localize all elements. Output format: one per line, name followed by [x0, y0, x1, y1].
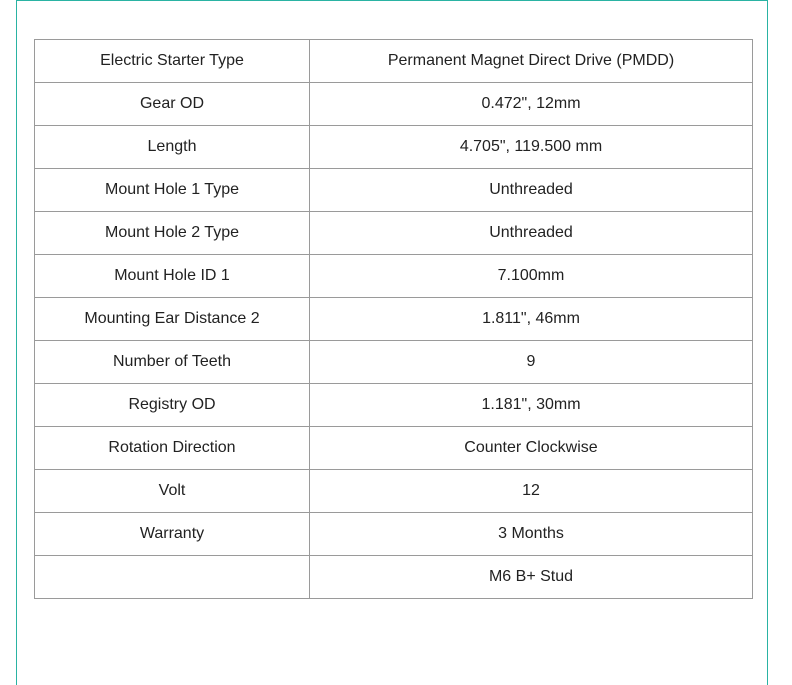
- table-row: [35, 126, 753, 169]
- spec-label: Length: [35, 126, 310, 169]
- spec-label: Registry OD: [35, 384, 310, 427]
- spec-value: M6 B+ Stud: [310, 556, 753, 599]
- spec-value: Counter Clockwise: [310, 427, 753, 470]
- table-row: [35, 470, 753, 513]
- table-row: [35, 556, 753, 599]
- table-row: [35, 83, 753, 126]
- spec-label: Mount Hole ID 1: [35, 255, 310, 298]
- spec-label: Gear OD: [35, 83, 310, 126]
- table-row: [35, 341, 753, 384]
- table-row: [35, 427, 753, 470]
- spec-label: Mounting Ear Distance 2: [35, 298, 310, 341]
- table-row: [35, 255, 753, 298]
- spec-label: Electric Starter Type: [35, 40, 310, 83]
- table-row: [35, 40, 753, 83]
- table-row: [35, 513, 753, 556]
- spec-value: 3 Months: [310, 513, 753, 556]
- specifications-body: [35, 40, 753, 599]
- spec-value: 0.472", 12mm: [310, 83, 753, 126]
- spec-label: Mount Hole 2 Type: [35, 212, 310, 255]
- spec-label: Mount Hole 1 Type: [35, 169, 310, 212]
- spec-value: Unthreaded: [310, 169, 753, 212]
- spec-label: Number of Teeth: [35, 341, 310, 384]
- spec-label: [35, 556, 310, 599]
- spec-label: Warranty: [35, 513, 310, 556]
- spec-value: 1.181", 30mm: [310, 384, 753, 427]
- spec-label: Rotation Direction: [35, 427, 310, 470]
- specifications-table: [34, 39, 753, 599]
- spec-value: 1.811", 46mm: [310, 298, 753, 341]
- table-row: [35, 169, 753, 212]
- spec-value: 9: [310, 341, 753, 384]
- table-row: [35, 298, 753, 341]
- spec-value: 7.100mm: [310, 255, 753, 298]
- spec-label: Volt: [35, 470, 310, 513]
- spec-value: 12: [310, 470, 753, 513]
- spec-value: Unthreaded: [310, 212, 753, 255]
- table-row: [35, 212, 753, 255]
- table-row: [35, 384, 753, 427]
- spec-value: Permanent Magnet Direct Drive (PMDD): [310, 40, 753, 83]
- spec-value: 4.705", 119.500 mm: [310, 126, 753, 169]
